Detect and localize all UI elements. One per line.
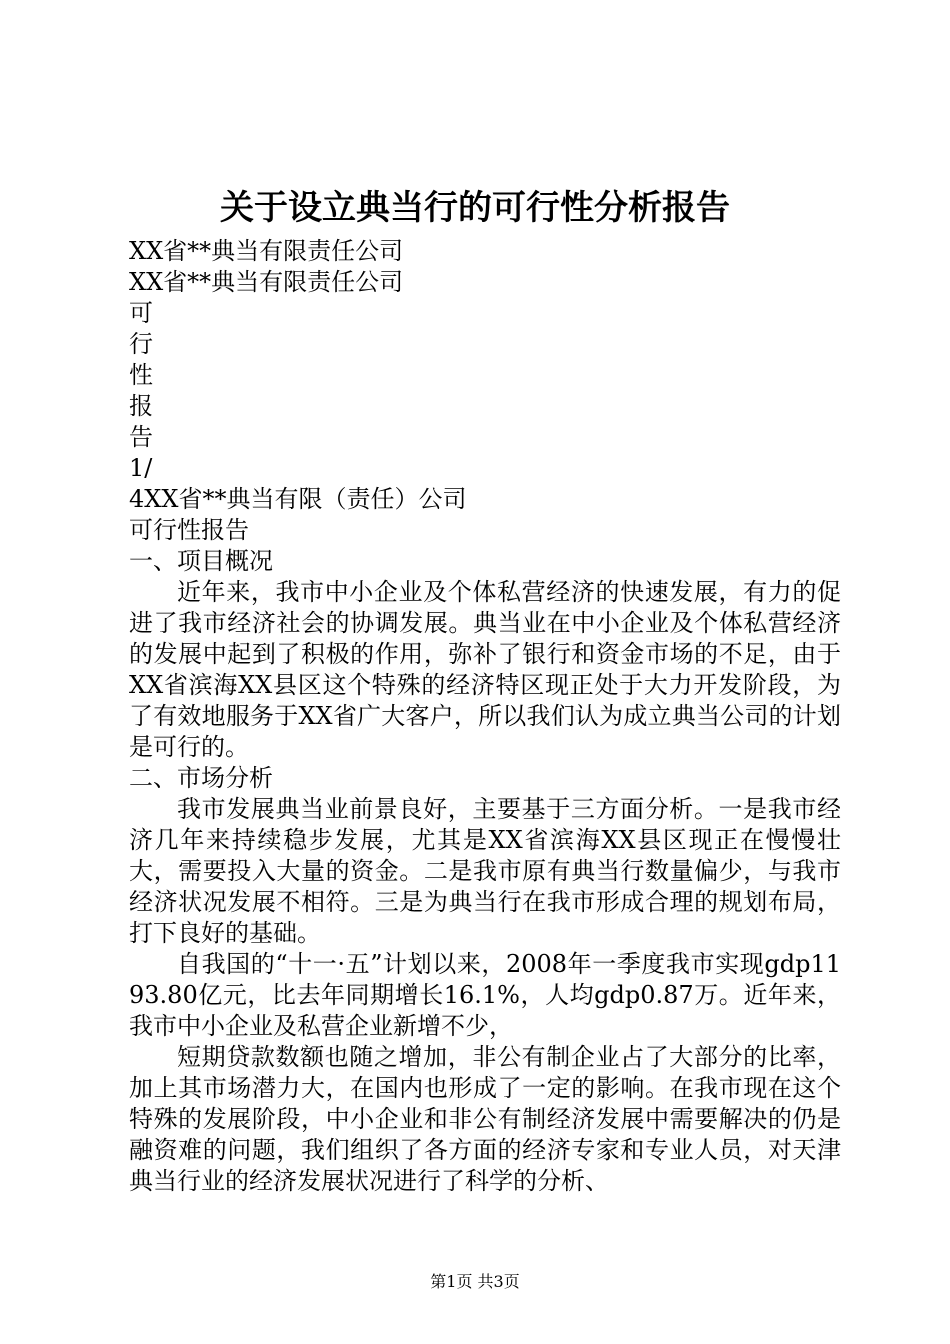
vertical-char-1: 可 bbox=[129, 299, 153, 327]
section2-heading: 二、市场分析 bbox=[129, 764, 273, 792]
vertical-char-2: 行 bbox=[129, 330, 153, 358]
section1-paragraph: 近年来，我市中小企业及个体私营经济的快速发展，有力的促进了我市经济社会的协调发展。典当业在中小企业及个体私营经济的发展中起到了积极的作用，弥补了银行和资金市场的不足，由于XX省滨海XX县区这个特殊的经济特区现正处于大力开发阶段，为了有效地服务于XX省广大客户，所以我们认为成立典当公司的计划是可行的。 bbox=[129, 578, 841, 761]
report-subtitle: 可行性报告 bbox=[129, 516, 249, 544]
section2-paragraph-3: 短期贷款数额也随之增加，非公有制企业占了大部分的比率，加上其市场潜力大，在国内也形成了一定的影响。在我市现在这个特殊的发展阶段，中小企业和非公有制经济发展中需要解决的仍是融资难的问题，我们组织了各方面的经济专家和专业人员，对天津典当行业的经济发展状况进行了科学的分析、 bbox=[129, 1043, 841, 1195]
page-fraction-line: 1/ bbox=[129, 454, 153, 482]
vertical-char-5: 告 bbox=[129, 423, 153, 451]
company-name-line-3: 4XX省**典当有限（责任）公司 bbox=[129, 485, 467, 513]
section1-heading: 一、项目概况 bbox=[129, 547, 273, 575]
company-name-line-1: XX省**典当有限责任公司 bbox=[129, 237, 404, 265]
page-footer: 第1页 共3页 bbox=[430, 1272, 520, 1291]
company-name-line-2: XX省**典当有限责任公司 bbox=[129, 268, 404, 296]
section2-paragraph-1: 我市发展典当业前景良好，主要基于三方面分析。一是我市经济几年来持续稳步发展，尤其是XX省滨海XX县区现正在慢慢壮大，需要投入大量的资金。二是我市原有典当行数量偏少，与我市经济状况发展不相符。三是为典当行在我市形成合理的规划布局，打下良好的基础。 bbox=[129, 795, 841, 947]
section2-paragraph-2: 自我国的“十一·五”计划以来，2008年一季度我市实现gdp1193.80亿元，比去年同期增长16.1%，人均gdp0.87万。近年来，我市中小企业及私营企业新增不少， bbox=[129, 950, 841, 1040]
vertical-char-4: 报 bbox=[129, 392, 153, 420]
document-body bbox=[129, 236, 841, 1197]
document-title: 关于设立典当行的可行性分析报告 bbox=[220, 188, 730, 228]
vertical-char-3: 性 bbox=[129, 361, 153, 389]
